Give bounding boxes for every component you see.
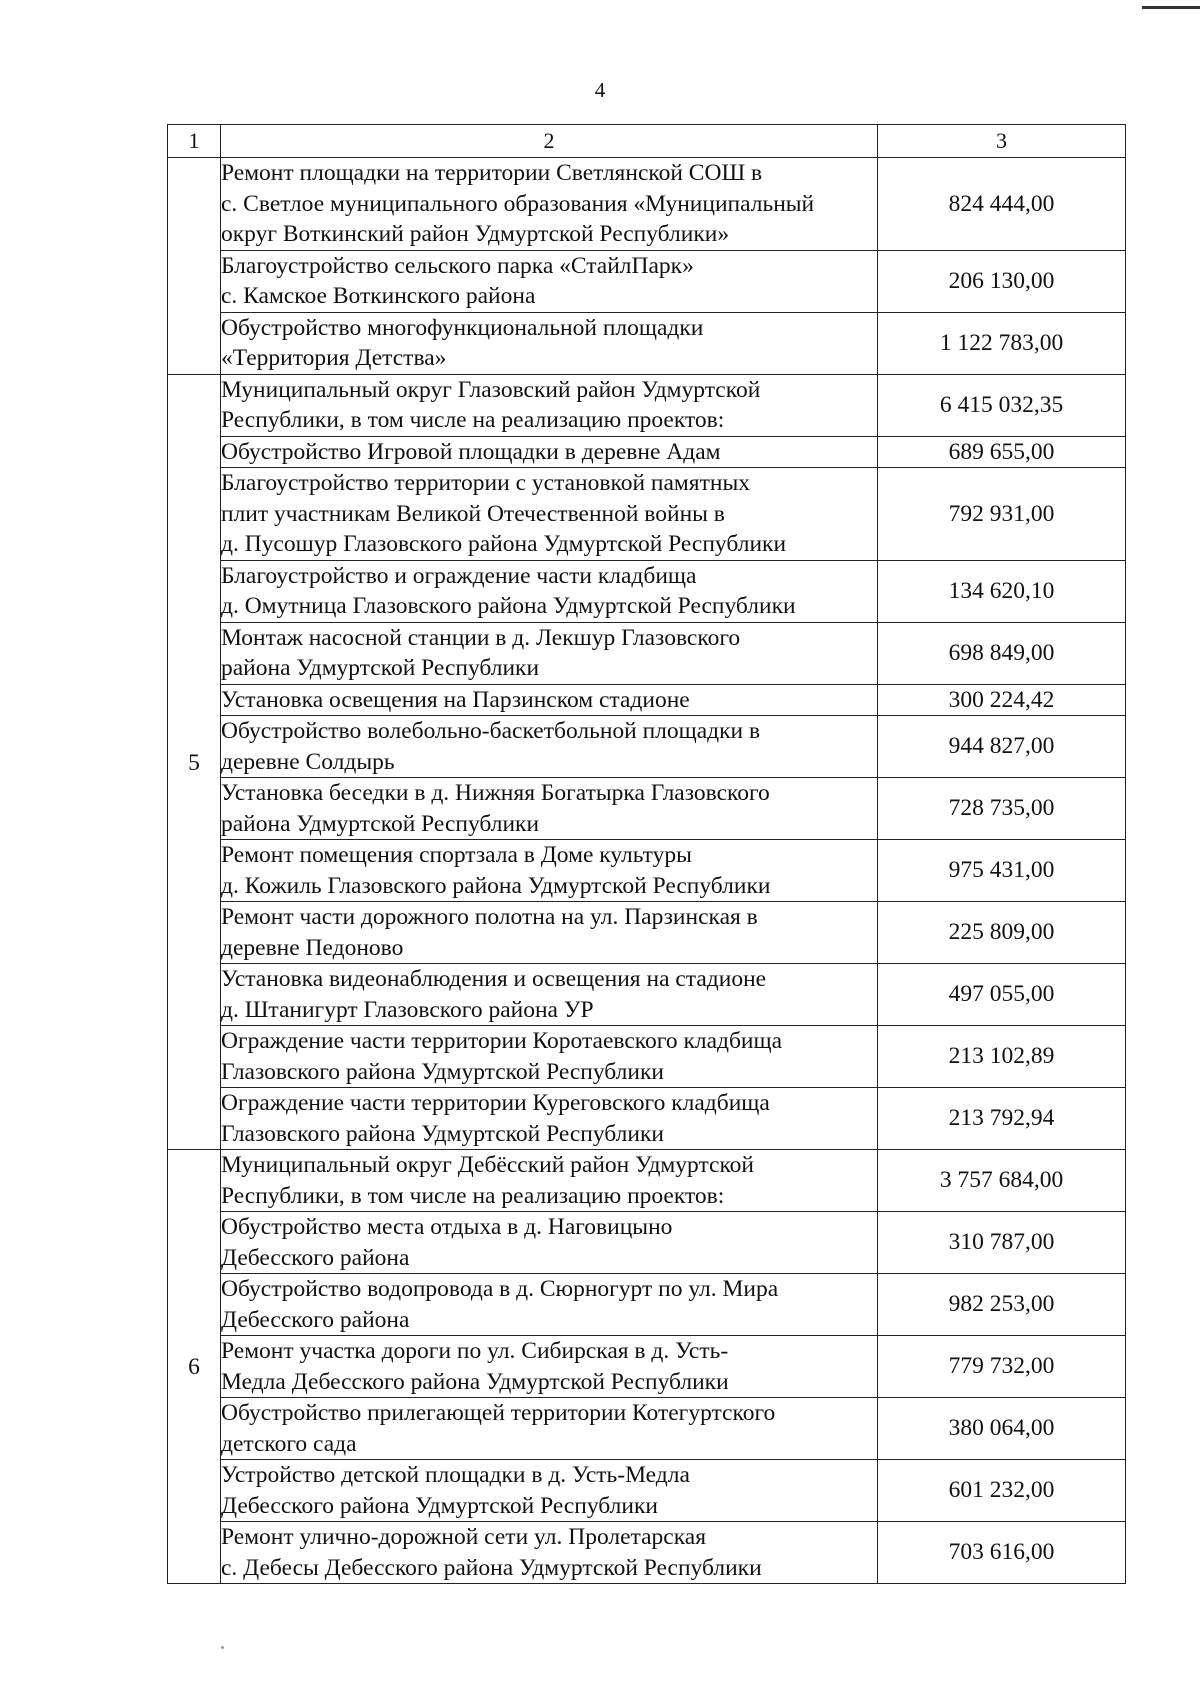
project-name: Ремонт помещения спортзала в Доме культуры д. Кожиль Глазовского района Удмуртской Республики [221,842,771,899]
table-row [168,250,1126,312]
amount-cell: 982 253,00 [878,1274,1126,1336]
amount-cell: 689 655,00 [878,436,1126,468]
project-name-cell [221,250,878,312]
project-name-cell [221,374,878,436]
project-name-cell [221,1212,878,1274]
amount-cell: 380 064,00 [878,1398,1126,1460]
table-row [168,716,1126,778]
project-name-cell [221,840,878,902]
amount-cell: 3 757 684,00 [878,1150,1126,1212]
project-name-cell [221,158,878,251]
amount-cell: 213 102,89 [878,1026,1126,1088]
project-name-cell [221,622,878,684]
table-row [168,312,1126,374]
project-name-cell [221,1274,878,1336]
project-name-cell [221,1460,878,1522]
project-name: Обустройство Игровой площадки в деревне Адам [221,438,721,465]
project-name-cell [221,1088,878,1150]
amount-cell: 824 444,00 [878,158,1126,251]
table-row [168,436,1126,468]
row-number-cell [168,1150,221,1584]
amount-cell: 792 931,00 [878,468,1126,561]
project-name-cell [221,964,878,1026]
table-row [168,1398,1126,1460]
table-row [168,684,1126,716]
project-name: Ограждение части территории Коротаевского кладбища Глазовского района Удмуртской Республики [221,1028,783,1085]
project-name-cell [221,1398,878,1460]
project-name: Обустройство многофункциональной площадки «Территория Детства» [221,314,704,371]
row-number: 6 [188,1354,200,1381]
row-number-cell [168,158,221,375]
row-number-cell [168,374,221,1150]
table-row [168,1212,1126,1274]
table-row [168,840,1126,902]
project-name: Ремонт участка дороги по ул. Сибирская в д. Усть- Медла Дебесского района Удмуртской Республики [221,1338,729,1395]
amount-cell: 698 849,00 [878,622,1126,684]
header-col-2: 2 [221,125,878,158]
project-name-cell [221,1522,878,1584]
table-row [168,778,1126,840]
project-name-cell [221,778,878,840]
amount-cell: 601 232,00 [878,1460,1126,1522]
project-name-cell [221,1026,878,1088]
project-name: Ремонт улично-дорожной сети ул. Пролетарская с. Дебесы Дебесского района Удмуртской Республики [221,1524,762,1581]
table-row [168,1088,1126,1150]
project-name: Установка видеонаблюдения и освещения на стадионе д. Штанигурт Глазовского района УР [221,966,767,1023]
project-name: Благоустройство сельского парка «СтайлПарк» с. Камское Воткинского района [221,252,694,309]
row-number [168,265,220,267]
table-row [168,1460,1126,1522]
amount-cell: 1 122 783,00 [878,312,1126,374]
project-name: Ограждение части территории Куреговского кладбища Глазовского района Удмуртской Республики [221,1090,770,1147]
project-name: Обустройство прилегающей территории Котегуртского детского сада [221,1400,776,1457]
amount-cell: 728 735,00 [878,778,1126,840]
scan-speck [221,1646,224,1649]
table-row [168,560,1126,622]
project-name-cell [221,902,878,964]
amount-cell: 300 224,42 [878,684,1126,716]
amount-cell: 944 827,00 [878,716,1126,778]
table-row [168,374,1126,436]
amount-cell: 497 055,00 [878,964,1126,1026]
amount-cell: 703 616,00 [878,1522,1126,1584]
table-row [168,158,1126,251]
header-col-3: 3 [878,125,1126,158]
table-row [168,1522,1126,1584]
project-name: Обустройство места отдыха в д. Наговицыно Дебесского района [221,1214,673,1271]
amount-cell: 975 431,00 [878,840,1126,902]
amount-cell: 225 809,00 [878,902,1126,964]
table-row [168,1150,1126,1212]
amount-cell: 779 732,00 [878,1336,1126,1398]
table-row [168,1274,1126,1336]
table-row [168,1026,1126,1088]
project-name-cell [221,716,878,778]
amount-cell: 206 130,00 [878,250,1126,312]
project-name-cell [221,560,878,622]
project-name-cell [221,436,878,468]
project-name-cell [221,684,878,716]
project-name: Муниципальный округ Дебёсский район Удмуртской Республики, в том числе на реализацию проектов: [221,1152,755,1209]
table-header-row [168,125,1126,158]
table-row [168,1336,1126,1398]
project-name: Обустройство волебольно-баскетбольной площадки в деревне Солдырь [221,718,761,775]
table-row [168,468,1126,561]
project-name: Муниципальный округ Глазовский район Удмуртской Республики, в том числе на реализацию проектов: [221,376,761,433]
row-number: 5 [188,749,200,776]
project-name: Обустройство водопровода в д. Сюрногурт по ул. Мира Дебесского района [221,1276,779,1333]
top-rule [1142,6,1200,9]
project-name: Благоустройство территории с установкой памятных плит участникам Великой Отечественной войны в д. Пусошур Глазовского района Удмуртской Республики [221,470,787,557]
header-col-1: 1 [168,125,221,158]
project-name-cell [221,1150,878,1212]
project-name: Установка беседки в д. Нижняя Богатырка Глазовского района Удмуртской Республики [221,780,770,837]
project-name: Ремонт части дорожного полотна на ул. Парзинская в деревне Педоново [221,904,758,961]
table-row [168,964,1126,1026]
table-body [168,125,1126,1584]
amount-cell: 6 415 032,35 [878,374,1126,436]
amount-cell: 213 792,94 [878,1088,1126,1150]
amount-cell: 134 620,10 [878,560,1126,622]
project-name: Монтаж насосной станции в д. Лекшур Глазовского района Удмуртской Республики [221,624,741,681]
table-row [168,902,1126,964]
page-number: 4 [594,78,606,102]
amount-cell: 310 787,00 [878,1212,1126,1274]
projects-table [167,124,1126,1584]
project-name: Установка освещения на Парзинском стадионе [221,686,690,713]
project-name: Ремонт площадки на территории Светлянской СОШ в с. Светлое муниципального образования «Муниципальный округ Воткинский район Удмуртской Республики» [221,160,815,247]
project-name-cell [221,468,878,561]
project-name-cell [221,1336,878,1398]
table-row [168,622,1126,684]
project-name: Благоустройство и ограждение части кладбища д. Омутница Глазовского района Удмуртской Республики [221,562,796,619]
project-name-cell [221,312,878,374]
project-name: Устройство детской площадки в д. Усть-Медла Дебесского района Удмуртской Республики [221,1462,690,1519]
